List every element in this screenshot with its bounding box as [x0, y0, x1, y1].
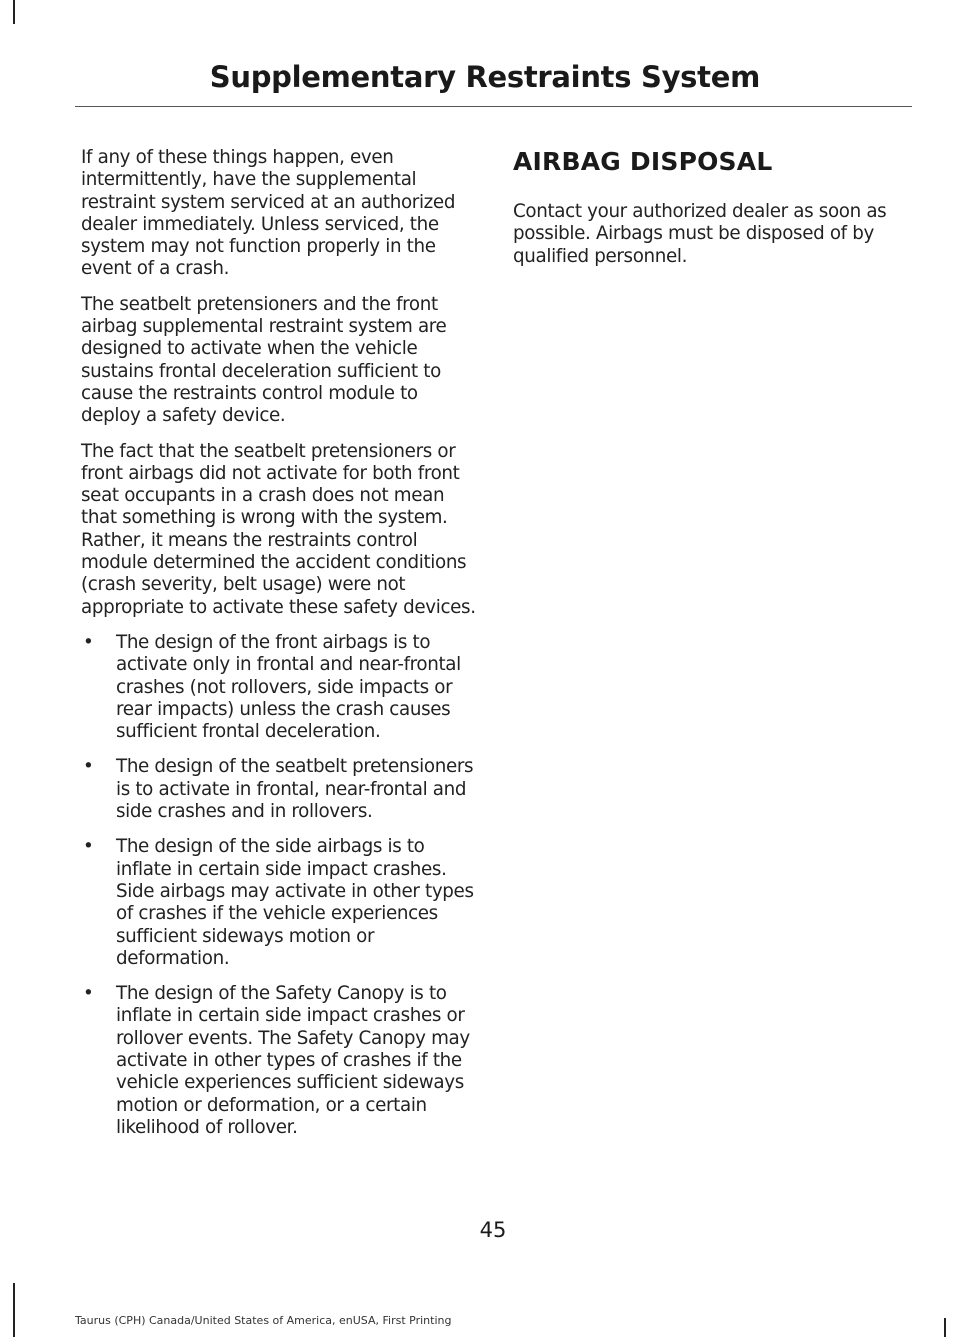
section-heading: AIRBAG DISPOSAL [513, 147, 773, 176]
list-item-text: The design of the seatbelt pretensioners is to activate in frontal, near-frontal and side crashes and in rollovers. [116, 756, 474, 823]
crop-mark-bottom-left [13, 1283, 15, 1337]
list-item-text: The design of the front airbags is to activate only in frontal and near-frontal crashes (not rollovers, side impacts or rear impacts) unless the crash causes sufficient frontal deceleration. [116, 631, 461, 743]
header-divider [75, 106, 912, 107]
bullet-mark: • [83, 983, 94, 1005]
bullet-mark: • [83, 836, 94, 858]
bullet-list [81, 632, 481, 1139]
right-column [513, 147, 913, 268]
paragraph: Contact your authorized dealer as soon as possible. Airbags must be disposed of by qualified personnel. [513, 201, 887, 267]
paragraph: The seatbelt pretensioners and the front airbag supplemental restraint system are designed to activate when the vehicle sustains frontal deceleration sufficient to cause the restraints control module to deploy a safety device. [81, 293, 447, 427]
list-item-text: The design of the side airbags is to inflate in certain side impact crashes. Side airbags may activate in other types of crashes if the vehicle experiences sufficient sideways motion or deformation. [116, 836, 474, 969]
paragraph: The fact that the seatbelt pretensioners or front airbags did not activate for both front seat occupants in a crash does not mean that something is wrong with the system. Rather, it means the restraints control module determined the accident conditions (crash severity, belt usage) were not appropriate to activate these safety devices. [81, 440, 476, 618]
list-item [81, 836, 481, 970]
list-item-text: The design of the Safety Canopy is to inflate in certain side impact crashes or rollover events. The Safety Canopy may activate in other types of crashes if the vehicle experiences sufficient sideways motion or deformation, or a certain likelihood of rollover. [116, 983, 470, 1138]
page-header-title: Supplementary Restraints System [209, 60, 760, 94]
crop-mark-top-left [13, 0, 15, 24]
paragraph: If any of these things happen, even intermittently, have the supplemental restraint system serviced at an authorized dealer immediately. Unless serviced, the system may not function properly in the event of a crash. [81, 147, 456, 280]
list-item [81, 983, 481, 1139]
page-footer: Taurus (CPH) Canada/United States of America, enUSA, First Printing [75, 1314, 452, 1327]
left-column [81, 147, 481, 1152]
bullet-mark: • [83, 756, 94, 778]
crop-mark-bottom-right [944, 1318, 946, 1337]
list-item [81, 632, 481, 743]
list-item [81, 756, 481, 823]
bullet-mark: • [83, 631, 94, 653]
page-number: 45 [479, 1218, 507, 1242]
